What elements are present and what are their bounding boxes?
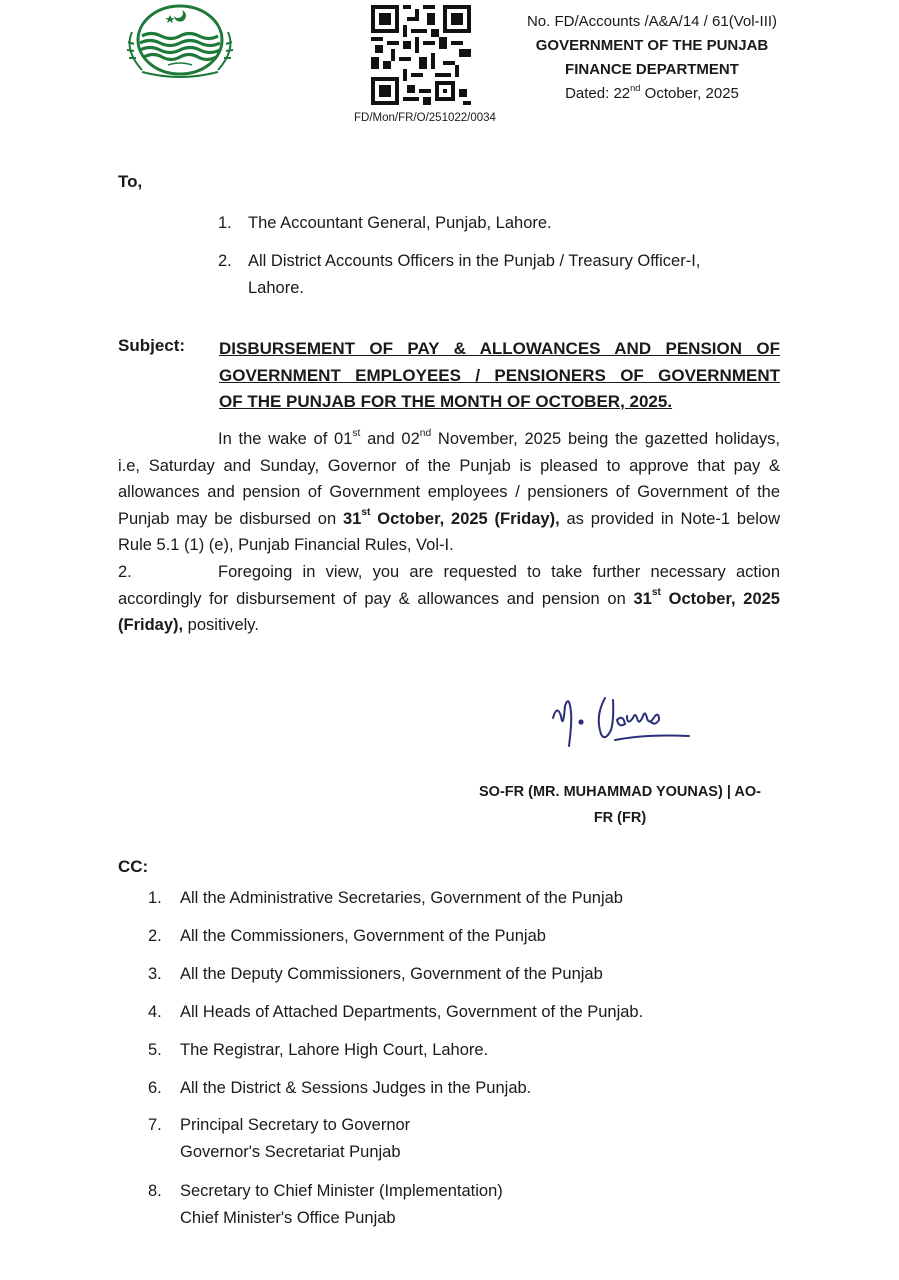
letter-date: Dated: 22nd October, 2025 xyxy=(565,82,739,102)
cc-label: CC: xyxy=(118,857,149,876)
letter-number: No. FD/Accounts /A&A/14 / 61(Vol-III) xyxy=(526,13,778,30)
body-paragraph-2: 2. Foregoing in view, you are requested to take further necessary action accordingly for disbursement of pay & allowances and pension on 31st October, 2025 (Friday), positively. xyxy=(118,563,780,634)
subject-label: Subject: xyxy=(118,336,186,355)
body-paragraph-1: In the wake of 01st and 02nd November, 2025 being the gazetted holidays, i.e, Saturday and Sunday, Governor of the Punjab is pleased to approve that pay & allowances and pension of Government employees / pensioners of Government of the Punjab may be disbursed on 31st October, 2025 (Friday), as provided in Note-1 below Rule 5.1 (1) (e), Punjab Financial Rules, Vol-I. xyxy=(118,427,781,554)
government-name: GOVERNMENT OF THE PUNJAB xyxy=(535,37,769,54)
to-label: To, xyxy=(118,172,143,191)
government-emblem-icon xyxy=(118,2,242,82)
letter-header xyxy=(512,10,792,106)
qr-code-icon xyxy=(371,5,471,105)
qr-reference-code: FD/Mon/FR/O/251022/0034 xyxy=(354,112,496,124)
signature-icon xyxy=(545,690,705,760)
recipient-item: 1. The Accountant General, Punjab, Lahore. xyxy=(218,214,552,232)
signatory-designation: SO-FR (MR. MUHAMMAD YOUNAS) | AO- FR (FR) xyxy=(479,784,761,826)
subject-text: DISBURSEMENT OF PAY & ALLOWANCES AND PENSION OF GOVERNMENT EMPLOYEES / PENSIONERS OF GOVERNMENT OF THE PUNJAB FOR THE MONTH OF OCTOBER, 2025. xyxy=(219,339,780,411)
recipient-item: 2. All District Accounts Officers in the Punjab / Treasury Officer-I, Lahore. xyxy=(218,252,701,297)
department-name: FINANCE DEPARTMENT xyxy=(565,61,739,78)
